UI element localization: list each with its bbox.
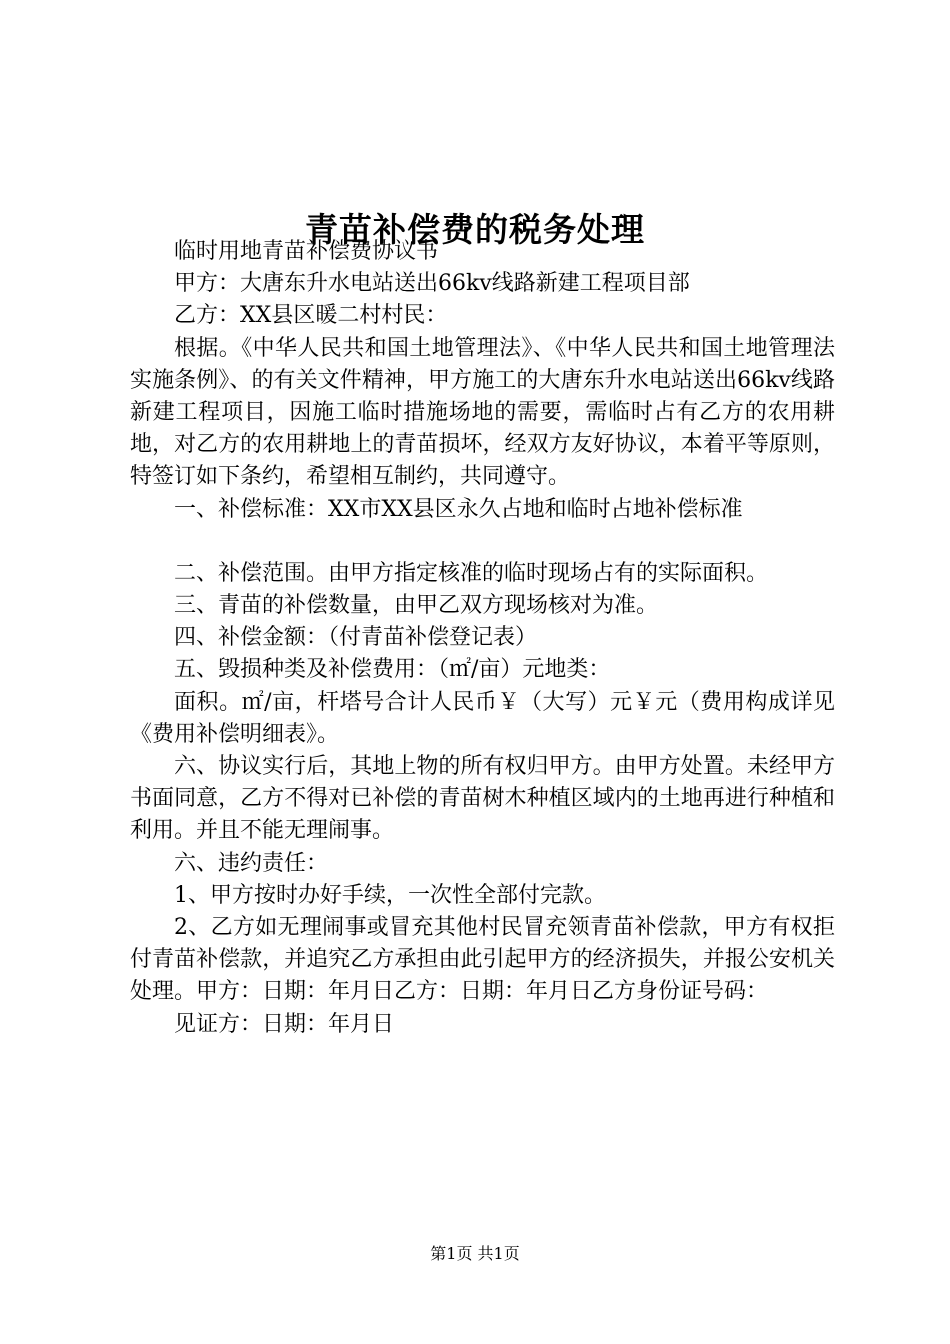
paragraph-amount: 四、补偿金额：（付青苗补偿登记表） <box>174 625 538 651</box>
document-title: 青苗补偿费的税务处理 <box>305 210 645 250</box>
paragraph-witness: 见证方：日期：年月日 <box>174 1011 395 1037</box>
paragraph-scope: 二、补偿范围。由甲方指定核准的临时现场占有的实际面积。 <box>174 560 769 586</box>
paragraph-liability-2: 2、乙方如无理闹事或冒充其他村民冒充领青苗补偿款，甲方有权拒付青苗补偿款，并追究乙方承担由此引起甲方的经济损失，并报公安机关处理。甲方：日期：年月日乙方：日期：年月日乙方身份证号码： <box>130 915 835 1005</box>
paragraph-area-cost: 面积。㎡/亩，杆塔号合计人民币￥（大写）元￥元（费用构成详见《费用补偿明细表》。 <box>130 689 835 747</box>
paragraph-liability-1: 1、甲方按时办好手续，一次性全部付完款。 <box>174 882 606 908</box>
paragraph-standard: 一、补偿标准：XX市XX县区永久占地和临时占地补偿标准 <box>174 496 743 522</box>
document-body <box>130 236 835 1041</box>
paragraph-basis: 根据。《中华人民共和国土地管理法》、《中华人民共和国土地管理法实施条例》、的有关文件精神，甲方施工的大唐东升水电站送出66kv线路新建工程项目，因施工临时措施场地的需要，需临时占有乙方的农用耕地，对乙方的农用耕地上的青苗损坏，经双方友好协议，本着平等原则，特签订如下条约，希望相互制约，共同遵守。 <box>130 335 835 490</box>
paragraph-quantity: 三、青苗的补偿数量，由甲乙双方现场核对为准。 <box>174 593 659 619</box>
paragraph-liability-heading: 六、违约责任： <box>174 850 329 876</box>
paragraph-party-a: 甲方：大唐东升水电站送出66kv线路新建工程项目部 <box>174 271 690 297</box>
paragraph-agreement-name: 临时用地青苗补偿费协议书 <box>174 239 439 264</box>
paragraph-damage-types: 五、毁损种类及补偿费用：（㎡/亩）元地类： <box>174 657 611 683</box>
paragraph-ownership: 六、协议实行后，其地上物的所有权归甲方。由甲方处置。未经甲方书面同意，乙方不得对已补偿的青苗树木种植区域内的土地再进行种植和利用。并且不能无理闹事。 <box>130 754 835 844</box>
paragraph-party-b: 乙方：XX县区暖二村村民： <box>174 303 448 329</box>
page-footer: 第1页 共1页 <box>430 1244 520 1263</box>
